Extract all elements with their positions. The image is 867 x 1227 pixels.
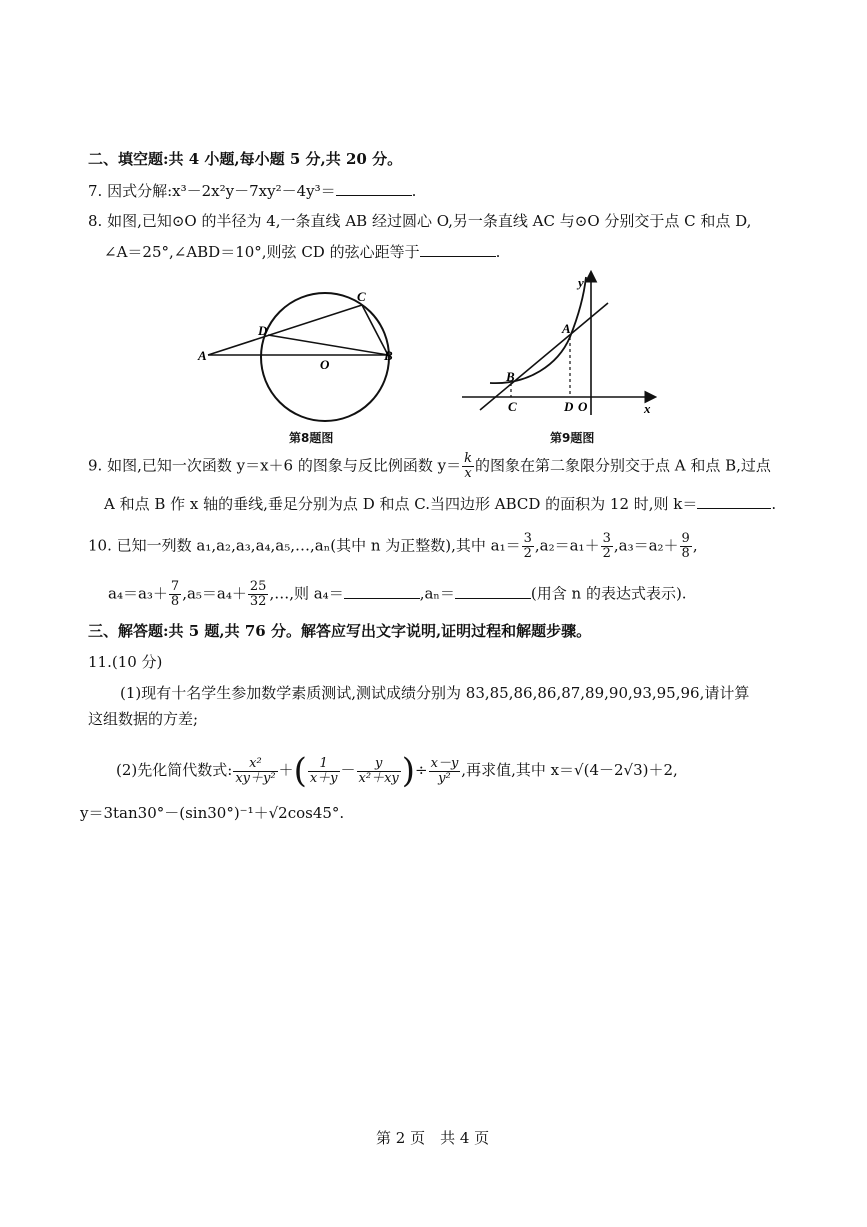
question-11-part-2-line-1 — [116, 751, 678, 791]
question-8-text: ∠A＝25°,∠ABD＝10°,则弦 CD 的弦心距等于 — [104, 243, 420, 261]
page-footer: 第 2 页 共 4 页 — [376, 1129, 490, 1147]
question-9-text-b: 的图象在第二象限分别交于点 A 和点 B,过点 — [475, 456, 771, 475]
plus-sign: ＋ — [278, 761, 294, 779]
figure-9-caption: 第9题图 — [550, 431, 595, 445]
label-b: B — [506, 369, 515, 384]
inverse-function-curve — [490, 277, 586, 383]
frac-den: x＋y — [309, 770, 338, 786]
question-7-end: . — [411, 182, 417, 200]
right-paren: ) — [401, 751, 416, 791]
label-o: O — [578, 399, 588, 414]
frac-num: 3 — [523, 531, 532, 546]
q10-text-a: 10. 已知一列数 a₁,a₂,a₃,a₄,a₅,…,aₙ(其中 n 为正整数),其中 a₁＝ — [88, 536, 521, 555]
fraction-x-minus-y-over-y2 — [429, 757, 461, 786]
figure-8-caption: 第8题图 — [289, 431, 334, 445]
q10-text-c: ,a₃＝a₂＋ — [613, 536, 679, 555]
label-d: D — [258, 323, 268, 338]
segment-bd — [268, 335, 388, 355]
q10-text-f: ,a₅＝a₄＋ — [182, 584, 247, 603]
q10-text-e: a₄＝a₃＋ — [108, 584, 168, 603]
q10-text-h: ,aₙ＝ — [419, 584, 455, 603]
frac-den: 2 — [523, 546, 532, 561]
frac-num: x² — [233, 757, 277, 772]
fraction-k-over-x — [462, 452, 474, 481]
q10-text-b: ,a₂＝a₁＋ — [534, 536, 600, 555]
fraction-7-8 — [169, 580, 181, 609]
fraction-3-2 — [522, 532, 534, 561]
fraction-x2-over-xy-y2 — [233, 757, 277, 786]
figure-8-circle-diagram — [190, 285, 420, 430]
label-a: A — [562, 321, 571, 336]
answer-blank-9[interactable] — [697, 494, 771, 509]
answer-blank-8[interactable] — [420, 242, 496, 257]
question-7-text: 7. 因式分解:x³－2x²y－7xy²－4y³＝ — [88, 182, 336, 200]
frac-den: 2 — [602, 546, 611, 561]
frac-num: 25 — [249, 579, 267, 594]
left-paren: ( — [293, 751, 307, 791]
label-a: A — [198, 348, 207, 363]
frac-num: 3 — [602, 531, 611, 546]
question-7 — [88, 180, 416, 202]
q10-text-d: , — [692, 536, 698, 555]
fraction-25-32 — [248, 580, 269, 609]
label-d: D — [564, 399, 574, 414]
question-8-line-1: 8. 如图,已知⊙O 的半径为 4,一条直线 AB 经过圆心 O,另一条直线 AC 与⊙O 分别交于点 C 和点 D, — [88, 212, 752, 230]
divide-sign: ÷ — [415, 761, 428, 779]
label-x: x — [644, 401, 651, 416]
frac-den: xy＋y² — [235, 770, 276, 786]
question-10-line-2 — [108, 580, 687, 609]
section-3-heading: 三、解答题:共 5 题,共 76 分。解答应写出文字说明,证明过程和解题步骤。 — [88, 622, 592, 640]
question-8-end: . — [495, 243, 501, 261]
question-9-line-2 — [104, 493, 776, 515]
frac-num: k — [464, 451, 472, 466]
frac-num: 9 — [681, 531, 690, 546]
figure-9-function-graph — [458, 265, 663, 420]
question-10-line-1 — [88, 532, 698, 561]
frac-num: 1 — [308, 757, 340, 772]
frac-den: 8 — [170, 594, 180, 609]
frac-den: 8 — [681, 546, 690, 561]
answer-blank-10-an[interactable] — [455, 584, 531, 599]
question-9-line-1 — [88, 452, 771, 481]
q11-p2-text-b: ,再求值,其中 x＝√(4－2√3)＋2, — [461, 761, 678, 779]
fraction-1-over-x-plus-y — [308, 757, 340, 786]
q10-text-i: (用含 n 的表达式表示). — [530, 584, 687, 603]
fraction-9-8 — [680, 532, 692, 561]
question-11-part-1-line-1: (1)现有十名学生参加数学素质测试,测试成绩分别为 83,85,86,86,87,89,90,93,95,96,请计算 — [120, 684, 750, 702]
fraction-y-over-x2-xy — [357, 757, 401, 786]
section-2-heading: 二、填空题:共 4 小题,每小题 5 分,共 20 分。 — [88, 150, 403, 168]
question-9-end: . — [771, 495, 777, 513]
frac-den: y² — [438, 770, 451, 786]
label-c: C — [508, 399, 517, 414]
label-y: y — [578, 275, 584, 290]
frac-den: x — [464, 466, 472, 481]
fraction-3-2-b — [601, 532, 613, 561]
q11-p2-text-a: (2)先化简代数式: — [116, 761, 233, 779]
frac-num: x－y — [430, 755, 459, 771]
frac-den: 32 — [249, 594, 267, 609]
frac-num: 7 — [170, 579, 180, 594]
minus-sign: － — [340, 761, 356, 779]
answer-blank-10-a4[interactable] — [344, 584, 420, 599]
question-11-title: 11.(10 分) — [88, 653, 163, 671]
question-9-text-a: 9. 如图,已知一次函数 y＝x＋6 的图象与反比例函数 y＝ — [88, 456, 462, 475]
label-o: O — [320, 357, 330, 372]
label-b: B — [384, 348, 393, 363]
question-11-part-2-line-2: y＝3tan30°－(sin30°)⁻¹＋√2cos45°. — [80, 804, 345, 822]
answer-blank-7[interactable] — [336, 181, 412, 196]
question-8-line-2 — [104, 241, 500, 263]
q10-text-g: ,…,则 a₄＝ — [269, 584, 344, 603]
linear-function-line — [480, 303, 608, 410]
frac-num: y — [357, 757, 401, 772]
label-c: C — [357, 289, 366, 304]
question-9-text-c: A 和点 B 作 x 轴的垂线,垂足分别为点 D 和点 C.当四边形 ABCD 的面积为 12 时,则 k＝ — [104, 495, 698, 513]
question-11-part-1-line-2: 这组数据的方差; — [88, 710, 199, 728]
frac-den: x²＋xy — [358, 770, 399, 786]
